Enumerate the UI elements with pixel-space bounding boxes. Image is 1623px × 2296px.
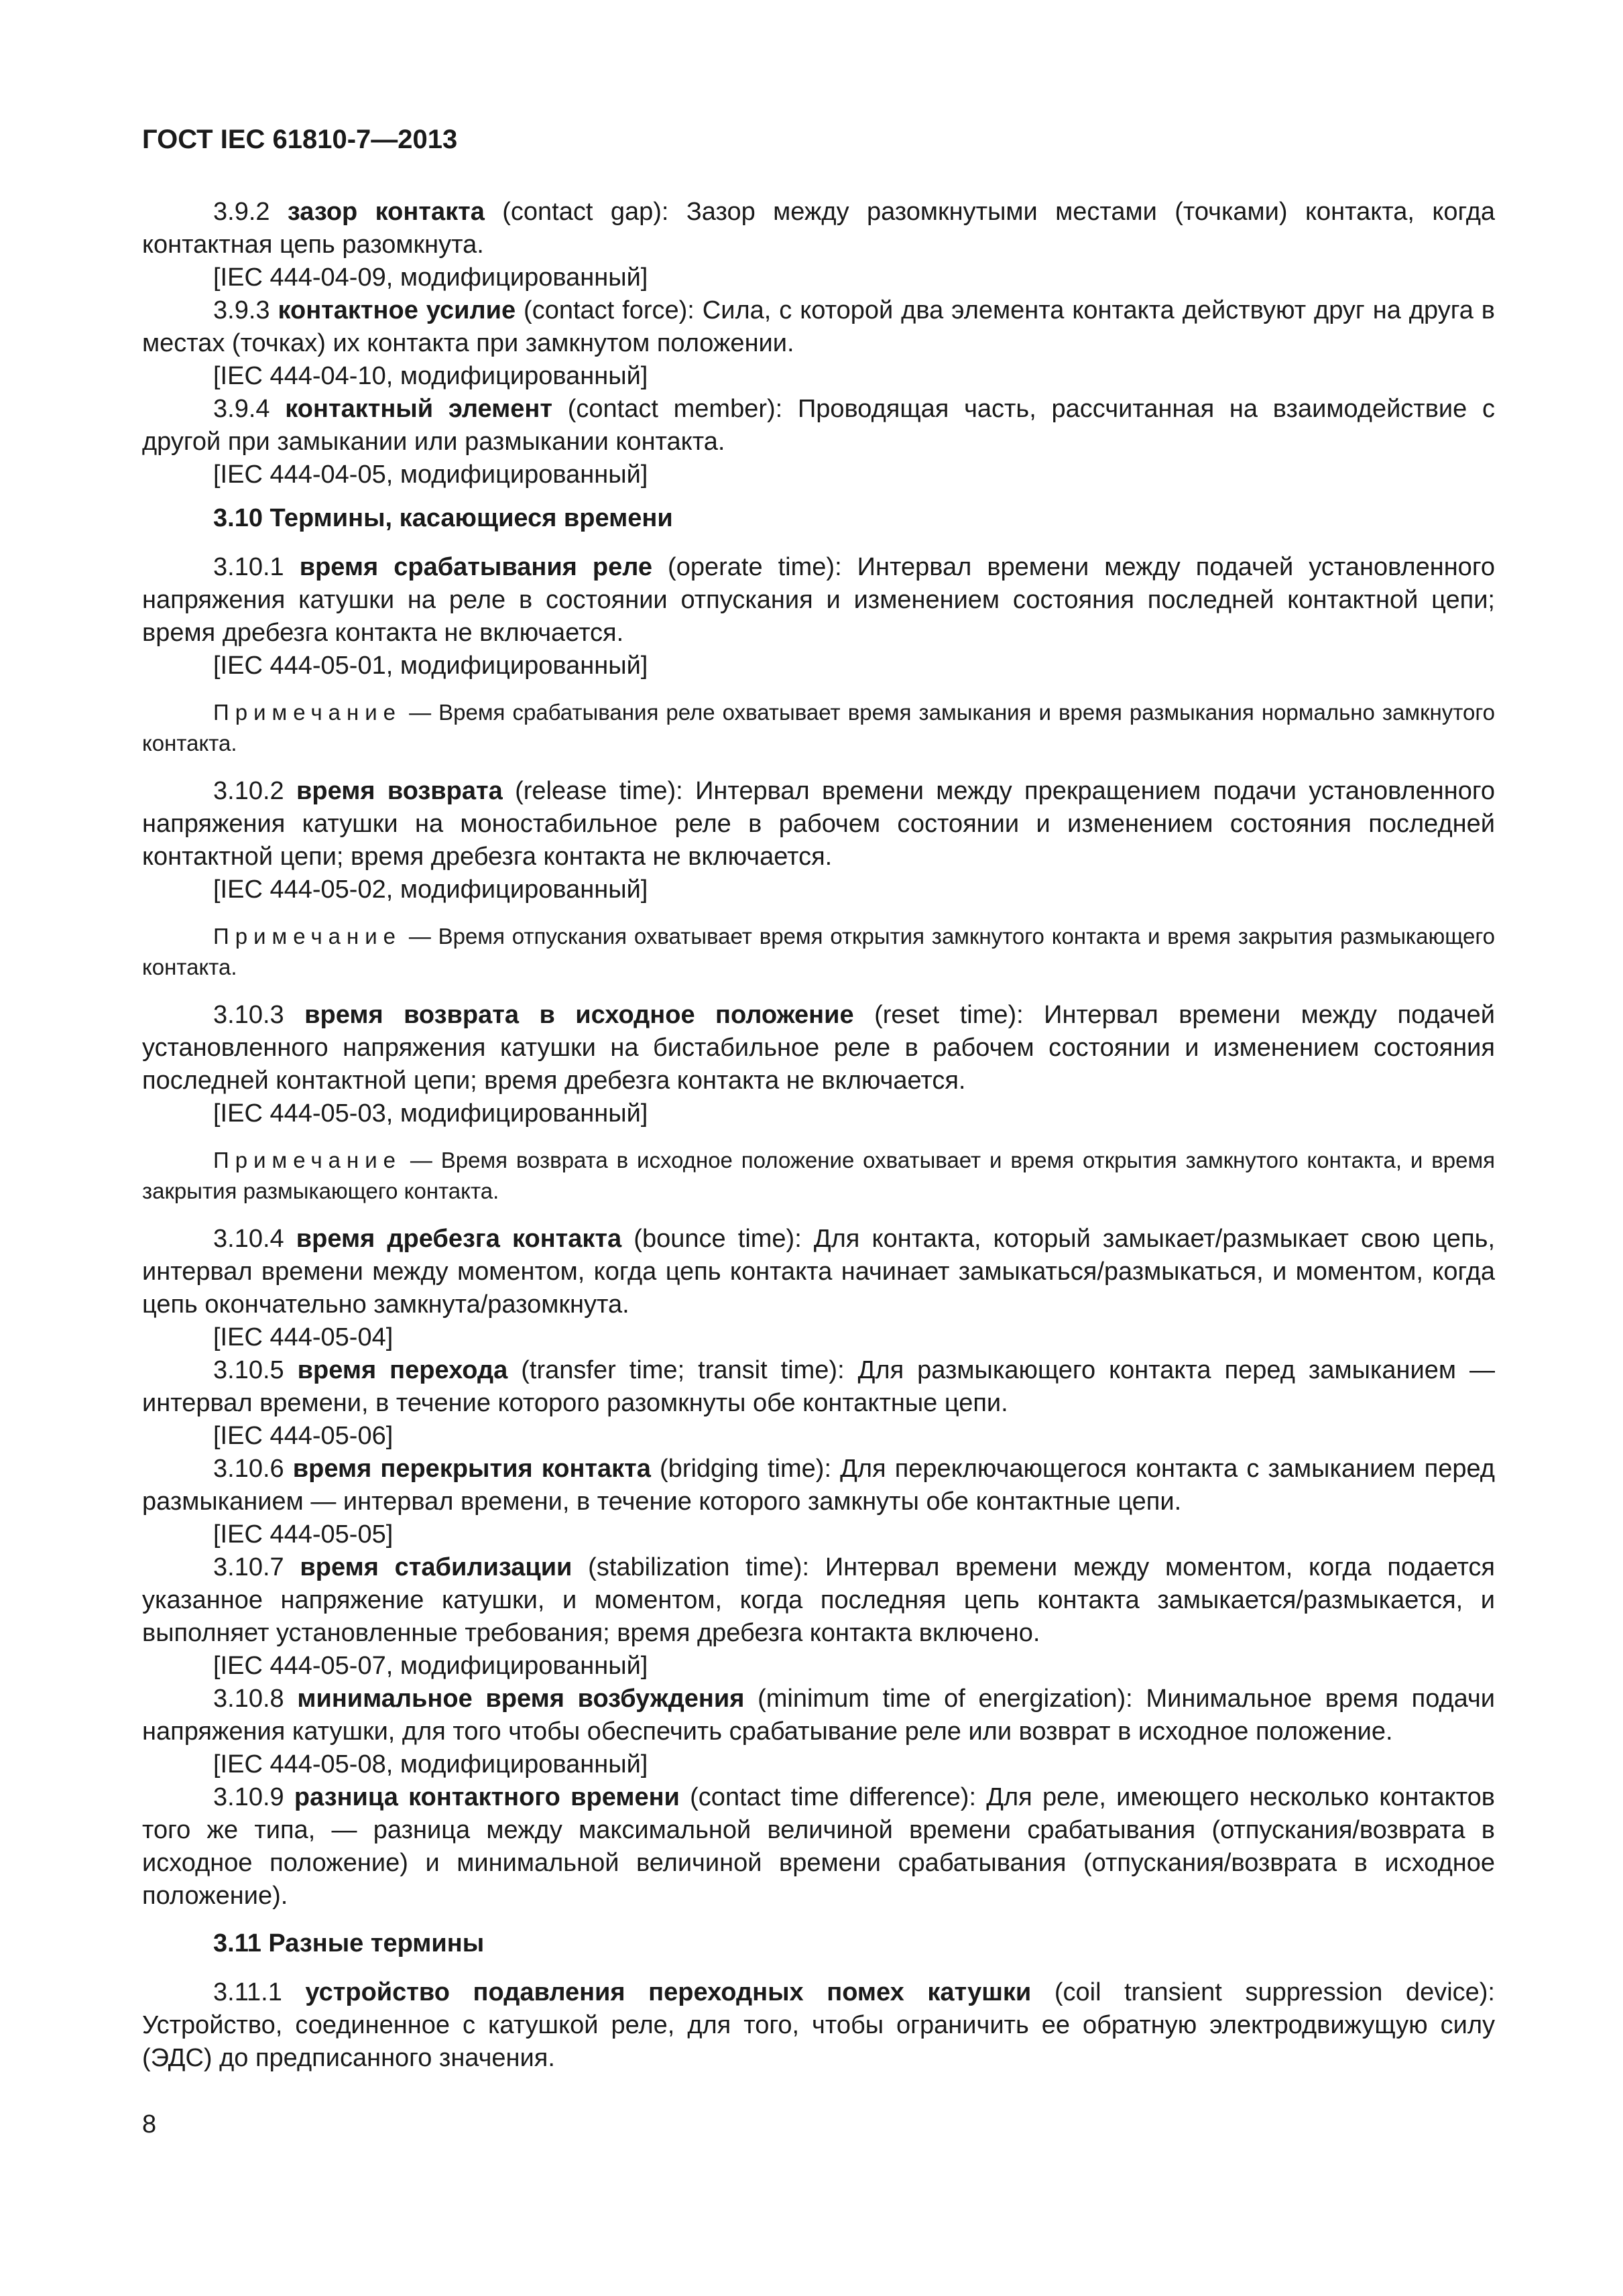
term-3-10-7 [142,1551,1495,1650]
term-name: время стабилизации [300,1553,573,1581]
term-definition: (stabilization time): Интервал времени между моментом, когда подается указанное напряжение катушки, и моментом, когда последняя цепь контакта замыкается/размыкается, и выполняет установленные требования; время дребезга контакта включено. [142,1553,1496,1647]
term-3-9-2 [142,196,1495,261]
term-definition: (bounce time): Для контакта, который замыкает/размыкает свою цепь, интервал времени между моментом, когда цепь контакта начинает замыкаться/размыкаться, и моментом, когда цепь окончательно замкнута/разомкнута. [142,1225,1495,1319]
document-body [142,196,1495,2075]
term-definition: (reset time): Интервал времени между подачей установленного напряжения катушки на бистабильное реле в рабочем состоянии и изменением состояния последней контактной цепи; время дребезга контакта не включается. [142,1001,1496,1095]
term-number: 3.10.9 [213,1783,294,1811]
term-number: 3.10.1 [213,553,300,581]
term-3-10-1 [142,551,1495,650]
note-text: — Время возврата в исходное положение охватывает и время открытия замкнутого контакта, и время закрытия размыкающего контакта. [142,1148,1495,1203]
term-name: время срабатывания реле [299,553,653,581]
section-heading-3-11: 3.11 Разные термины [213,1929,485,1957]
note-label: Примечание [213,700,402,725]
term-number: 3.11.1 [213,1978,306,2006]
term-name: контактный элемент [285,395,552,423]
term-definition: (contact gap): Зазор между разомкнутыми местами (точками) контакта, когда контактная цепь разомкнута. [142,198,1495,259]
term-definition: (transfer time; transit time): Для размыкающего контакта перед замыканием — интервал времени, в течение которого разомкнуты обе контактные цепи. [142,1356,1495,1417]
term-name: время перекрытия контакта [292,1455,651,1483]
term-reference: [IEC 444-04-05, модифицированный] [213,461,648,489]
term-definition: (contact member): Проводящая часть, рассчитанная на взаимодействие с другой при замыкании или размыкании контакта. [142,395,1496,456]
term-reference: [IEC 444-05-05] [213,1520,394,1549]
term-number: 3.9.2 [213,198,288,226]
term-note [142,697,1495,759]
term-definition: (minimum time of energization): Минимальное время подачи напряжения катушки, для того чтобы обеспечить срабатывание реле или возврат в исходное положение. [142,1685,1495,1746]
term-number: 3.9.3 [213,296,278,324]
term-3-10-5 [142,1354,1495,1420]
term-3-10-3 [142,999,1495,1097]
term-name: разница контактного времени [294,1783,680,1811]
term-reference: [IEC 444-05-04] [213,1323,394,1351]
term-definition: (coil transient suppression device): Устройство, соединенное с катушкой реле, для того, чтобы ограничить ее обратную электродвижущую силу (ЭДС) до предписанного значения. [142,1978,1495,2072]
term-name: минимальное время возбуждения [297,1685,745,1713]
term-reference: [IEC 444-05-02, модифицированный] [213,875,648,904]
term-number: 3.10.7 [213,1553,300,1581]
term-number: 3.10.8 [213,1685,298,1713]
term-3-9-4 [142,393,1495,459]
page-number: 8 [142,2110,157,2138]
term-3-10-2 [142,775,1495,873]
term-name: время возврата [296,777,503,805]
note-label: Примечание [213,924,402,949]
term-definition: (operate time): Интервал времени между подачей установленного напряжения катушки на реле в состоянии отпускания и изменением состояния последней контактной цепи; время дребезга контакта не включается. [142,553,1495,647]
note-label: Примечание [213,1148,402,1172]
term-definition: (release time): Интервал времени между прекращением подачи установленного напряжения катушки на моностабильное реле в рабочем состоянии и изменением состояния последней контактной цепи; время дребезга контакта не включается. [142,777,1495,871]
document-header: ГОСТ IEC 61810-7—2013 [142,125,458,154]
term-reference: [IEC 444-04-09, модифицированный] [213,263,648,292]
section-heading-3-10: 3.10 Термины, касающиеся времени [213,504,673,532]
term-number: 3.10.2 [213,777,296,805]
term-number: 3.10.6 [213,1455,293,1483]
term-note [142,1145,1495,1207]
term-name: время возврата в исходное положение [304,1001,854,1029]
term-number: 3.10.5 [213,1356,298,1384]
note-text: — Время срабатывания реле охватывает время замыкания и время размыкания нормально замкнутого контакта. [142,700,1495,756]
term-definition: (contact time difference): Для реле, имеющего несколько контактов того же типа, — разница между максимальной величиной времени срабатывания (отпускания/возврата в исходное положение) и минимальной величиной времени срабатывания (отпускания/возврата в исходное положение). [142,1783,1495,1910]
term-3-11-1 [142,1976,1495,2075]
term-name: зазор контакта [287,198,485,226]
term-name: устройство подавления переходных помех катушки [305,1978,1032,2006]
term-name: контактное усилие [278,296,516,324]
term-number: 3.10.4 [213,1225,296,1253]
term-number: 3.9.4 [213,395,286,423]
term-name: время дребезга контакта [296,1225,622,1253]
note-text: — Время отпускания охватывает время открытия замкнутого контакта и время закрытия размыкающего контакта. [142,924,1495,979]
term-reference: [IEC 444-05-06] [213,1422,394,1450]
term-reference: [IEC 444-05-03, модифицированный] [213,1099,648,1128]
term-reference: [IEC 444-05-01, модифицированный] [213,652,648,680]
term-definition: (bridging time): Для переключающегося контакта с замыканием перед размыканием — интервал времени, в течение которого замкнуты обе контактные цепи. [142,1455,1495,1516]
term-note [142,921,1495,983]
term-3-10-8 [142,1683,1495,1748]
term-reference: [IEC 444-04-10, модифицированный] [213,362,648,390]
term-definition: (contact force): Сила, с которой два элемента контакта действуют друг на друга в местах (точках) их контакта при замкнутом положении. [142,296,1495,357]
term-3-9-3 [142,294,1495,360]
term-name: время перехода [297,1356,508,1384]
term-number: 3.10.3 [213,1001,305,1029]
term-3-10-4 [142,1223,1495,1321]
term-3-10-9 [142,1781,1495,1913]
term-reference: [IEC 444-05-08, модифицированный] [213,1750,648,1778]
term-reference: [IEC 444-05-07, модифицированный] [213,1652,648,1680]
term-3-10-6 [142,1453,1495,1518]
